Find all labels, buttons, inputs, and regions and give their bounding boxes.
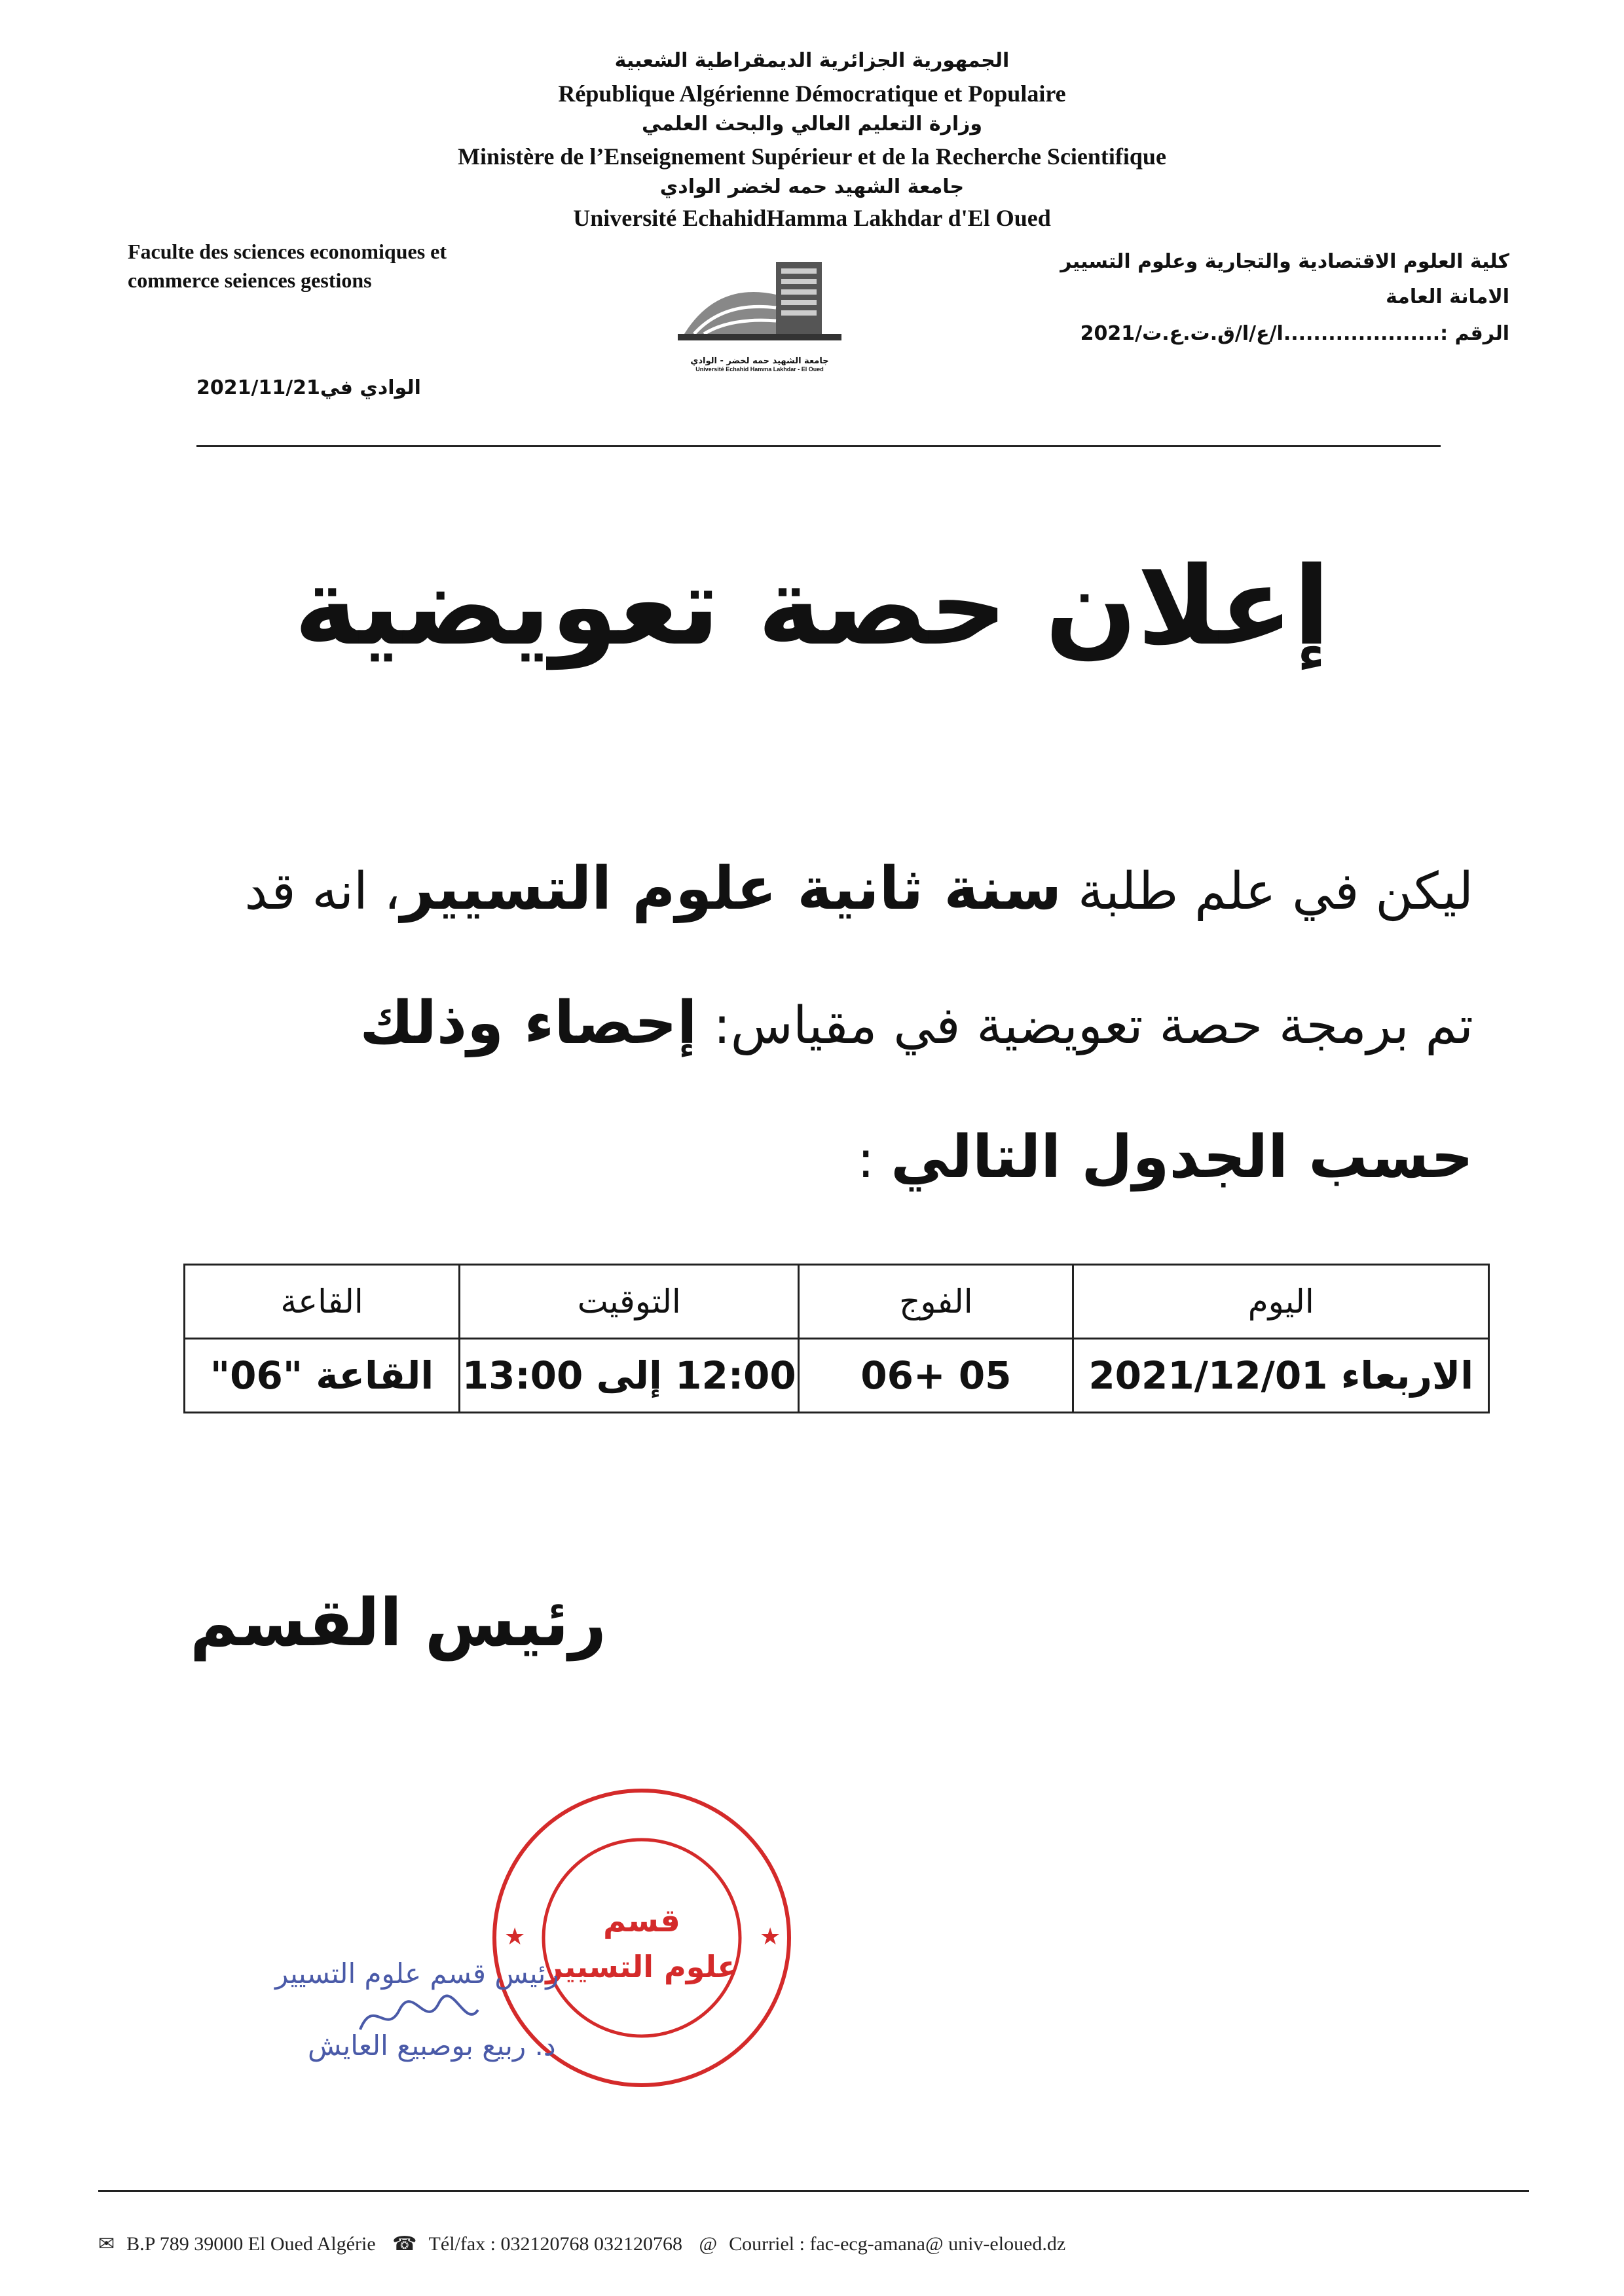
- stamp-star-icon-right: ★: [760, 1923, 781, 1950]
- university-logo: [678, 255, 841, 373]
- republic-fr: République Algérienne Démocratique et Populaire: [558, 81, 1066, 107]
- body-line-3-end: :: [857, 1131, 891, 1190]
- table-header-group: الفوج: [799, 1265, 1073, 1339]
- table-row: [185, 1339, 1489, 1413]
- table-header-room: القاعة: [185, 1265, 460, 1339]
- stamp-inner-line1: قسم: [603, 1903, 680, 1939]
- mail-icon: ✉: [98, 2233, 115, 2255]
- university-logo-icon: [678, 255, 841, 354]
- document-title: إعلان حصة تعويضية: [293, 543, 1331, 669]
- republic-ar: الجمهورية الجزائرية الديمقراطية الشعبية: [614, 49, 1010, 72]
- secretariat-ar: الامانة العامة: [1386, 285, 1509, 308]
- table-header-row: [185, 1265, 1489, 1339]
- university-fr: Université EchahidHamma Lakhdar d'El Oued: [573, 205, 1051, 231]
- ministry-fr: Ministère de l’Enseignement Supérieur et de la Recherche Scientifique: [458, 143, 1166, 170]
- faculty-fr-line1: Faculte des sciences economiques et: [128, 240, 447, 263]
- department-head-title: رئيس القسم: [190, 1584, 607, 1661]
- email-icon: @: [699, 2233, 718, 2255]
- reference-number: الرقم :.....................ا/ع/ا/ق.ت.ع.ت/2021: [1080, 322, 1509, 345]
- table-cell-room: القاعة "06": [185, 1339, 460, 1413]
- table-header-day: اليوم: [1073, 1265, 1489, 1339]
- schedule-table: [183, 1264, 1490, 1413]
- footer-divider: [98, 2190, 1529, 2192]
- date-line: الوادي في2021/11/21: [196, 376, 421, 399]
- footer-email: Courriel : fac-ecg-amana@ univ-eloued.dz: [729, 2233, 1066, 2255]
- body-line-1-end: ، انه قد: [244, 862, 401, 921]
- body-line-1-start: ليكن في علم طلبة: [1078, 862, 1473, 921]
- footer-phone: Tél/fax : 032120768 032120768: [428, 2233, 682, 2255]
- signature-role: رئيس قسم علوم التسيير: [275, 1958, 559, 1990]
- phone-icon: ☎: [392, 2233, 417, 2255]
- signature-name: د. ربيع بوصبيع العايش: [308, 2030, 556, 2062]
- body-line-2: [157, 989, 1473, 1057]
- logo-caption-ar: جامعة الشهيد حمه لخضر - الوادي: [690, 356, 829, 366]
- body-line-3-bold: حسب الجدول التالي: [891, 1123, 1473, 1192]
- footer: [98, 2232, 1539, 2255]
- body-line-1: [157, 854, 1473, 923]
- university-ar: جامعة الشهيد حمه لخضر الوادي: [659, 175, 965, 198]
- faculty-fr-line2: commerce seiences gestions: [128, 268, 372, 292]
- stamp-star-icon: ★: [504, 1923, 526, 1950]
- body-line-3: [157, 1123, 1473, 1192]
- header-divider: [196, 445, 1441, 447]
- logo-caption-fr: Université Echahid Hamma Lakhdar - El Oued: [695, 366, 824, 373]
- body-line-2-bold: إحصاء وذلك: [360, 989, 697, 1057]
- table-cell-time: 12:00 إلى 13:00: [460, 1339, 799, 1413]
- table-header-time: التوقيت: [460, 1265, 799, 1339]
- table-cell-day: الاربعاء 2021/12/01: [1073, 1339, 1489, 1413]
- stamp-inner-line2: علوم التسيير: [545, 1949, 738, 1984]
- body-line-1-bold: سنة ثانية علوم التسيير: [400, 854, 1062, 923]
- body-line-2-start: تم برمجة حصة تعويضية في مقياس:: [713, 996, 1473, 1055]
- faculty-ar: كلية العلوم الاقتصادية والتجارية وعلوم التسيير: [1060, 250, 1509, 273]
- table-cell-group: 05 +06: [799, 1339, 1073, 1413]
- ministry-ar: وزارة التعليم العالي والبحث العلمي: [641, 113, 983, 136]
- footer-address: B.P 789 39000 El Oued Algérie: [126, 2233, 376, 2255]
